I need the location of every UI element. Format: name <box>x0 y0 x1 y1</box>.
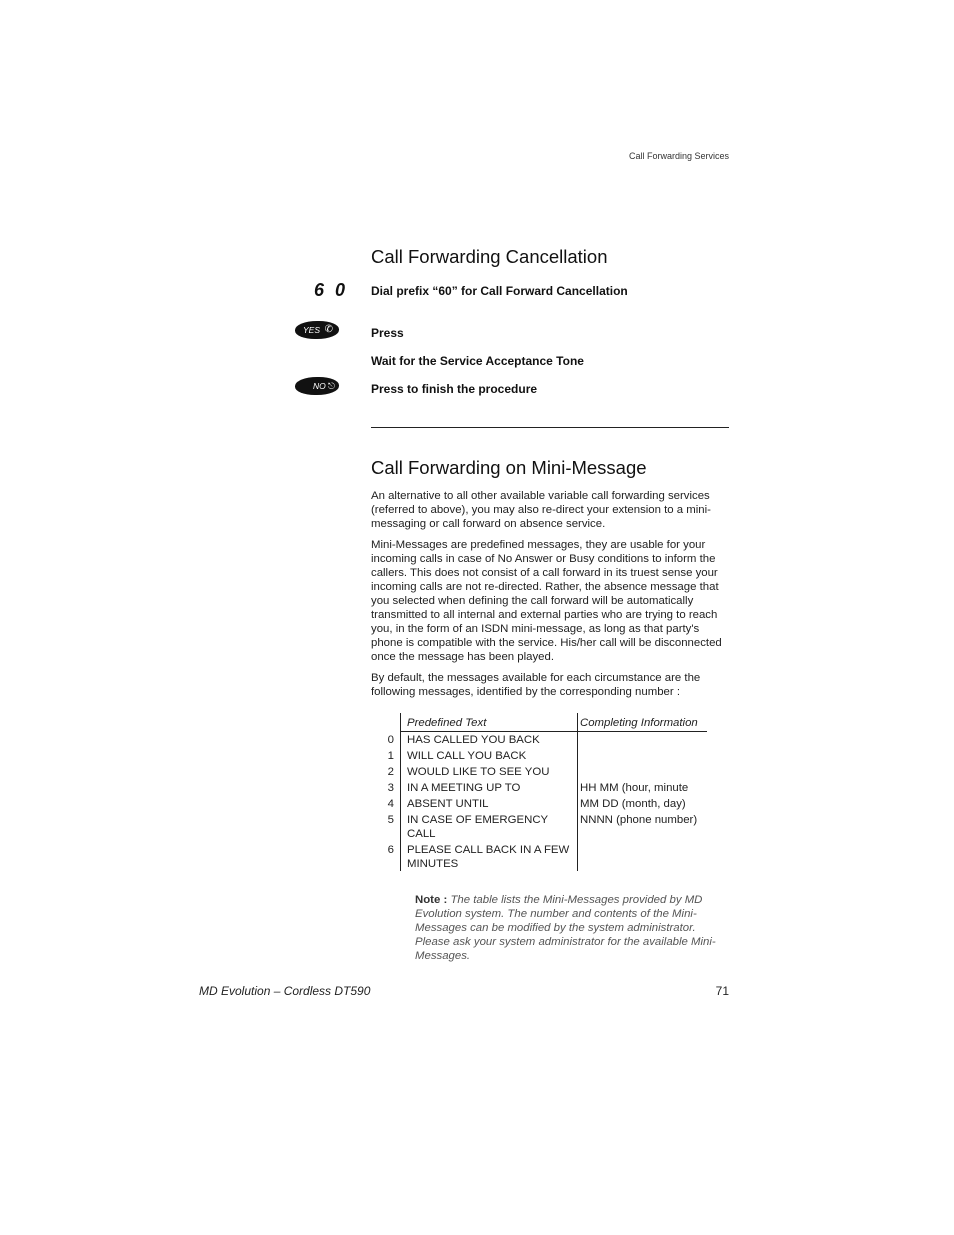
step-dial-prefix: Dial prefix “60” for Call Forward Cancellation <box>371 284 628 298</box>
message-text: HAS CALLED YOU BACK <box>407 734 540 746</box>
section-title-cancellation: Call Forwarding Cancellation <box>371 246 608 267</box>
power-icon: ⎋ <box>327 381 335 391</box>
message-info: NNNN (phone number) <box>578 811 708 841</box>
page-number: 71 <box>715 984 729 998</box>
paragraph-description: Mini-Messages are predefined messages, they are usable for your incoming calls in case of No Answer or Busy conditions to inform the callers. This does not consist of a call forward in its truest sense your incoming calls are not re-directed. Rather, the absence message that you selected when defining the call forward will be automatically transmitted to all internal and external parties who are trying to reach you, in the form of an ISDN mini-message, as long as that party's phone is compatible with the service. His/her call will be disconnected once the message has been played. <box>371 539 722 663</box>
yes-key-label: YES <box>303 325 321 335</box>
message-number: 1 <box>370 747 401 763</box>
message-text: IN A MEETING UP TO <box>407 782 521 794</box>
message-info <box>578 732 708 748</box>
step-finish: Press to finish the procedure <box>371 382 538 396</box>
note-text: The table lists the Mini-Messages provided by MD Evolution system. The number and contents of the Mini-Messages can be modified by the system administrator. Please ask your system administrator for the available Mini-Messages. <box>415 894 716 962</box>
message-info: MM DD (month, day) <box>578 795 708 811</box>
message-text: WILL CALL YOU BACK <box>407 750 527 762</box>
section-title-mini-message: Call Forwarding on Mini-Message <box>371 457 647 478</box>
paragraph-intro: An alternative to all other available variable call forwarding services (referred to above), you may also re-direct your extension to a mini-messaging or call forward on absence service. <box>371 490 711 530</box>
running-header: Call Forwarding Services <box>628 151 729 161</box>
table-note <box>415 893 731 963</box>
yes-key-icon <box>295 321 339 339</box>
table-row <box>370 763 707 779</box>
message-text: IN CASE OF EMERGENCY CALL <box>407 814 548 840</box>
footer-doc-title: MD Evolution – Cordless DT590 <box>199 984 371 998</box>
column-header-predefined-text: Predefined Text <box>401 713 578 732</box>
table-row <box>370 732 707 748</box>
message-info <box>578 841 708 871</box>
note-label: Note : <box>415 894 448 906</box>
no-key-icon <box>295 377 339 395</box>
mini-message-table <box>370 713 707 871</box>
message-number: 3 <box>370 779 401 795</box>
table-row <box>370 779 707 795</box>
handset-icon: ✆ <box>324 324 333 335</box>
column-header-completing-information: Completing Information <box>578 713 708 732</box>
table-row <box>370 747 707 763</box>
section-divider <box>371 427 729 428</box>
message-info: HH MM (hour, minute <box>578 779 708 795</box>
message-info <box>578 763 708 779</box>
message-number: 4 <box>370 795 401 811</box>
message-number: 0 <box>370 732 401 748</box>
table-row <box>370 841 707 871</box>
key-digits-60: 6 0 <box>314 280 349 300</box>
message-info <box>578 747 708 763</box>
table-row <box>370 811 707 841</box>
step-press: Press <box>371 326 404 340</box>
no-key-label: NO <box>313 381 326 391</box>
message-text: PLEASE CALL BACK IN A FEW MINUTES <box>407 844 570 870</box>
message-number: 5 <box>370 811 401 841</box>
table-header-row <box>370 713 707 732</box>
paragraph-default: By default, the messages available for each circumstance are the following messages, identified by the corresponding number : <box>371 672 701 698</box>
step-wait-tone: Wait for the Service Acceptance Tone <box>371 354 584 368</box>
message-text: ABSENT UNTIL <box>407 798 489 810</box>
message-number: 2 <box>370 763 401 779</box>
table-row <box>370 795 707 811</box>
message-number: 6 <box>370 841 401 871</box>
message-text: WOULD LIKE TO SEE YOU <box>407 766 550 778</box>
